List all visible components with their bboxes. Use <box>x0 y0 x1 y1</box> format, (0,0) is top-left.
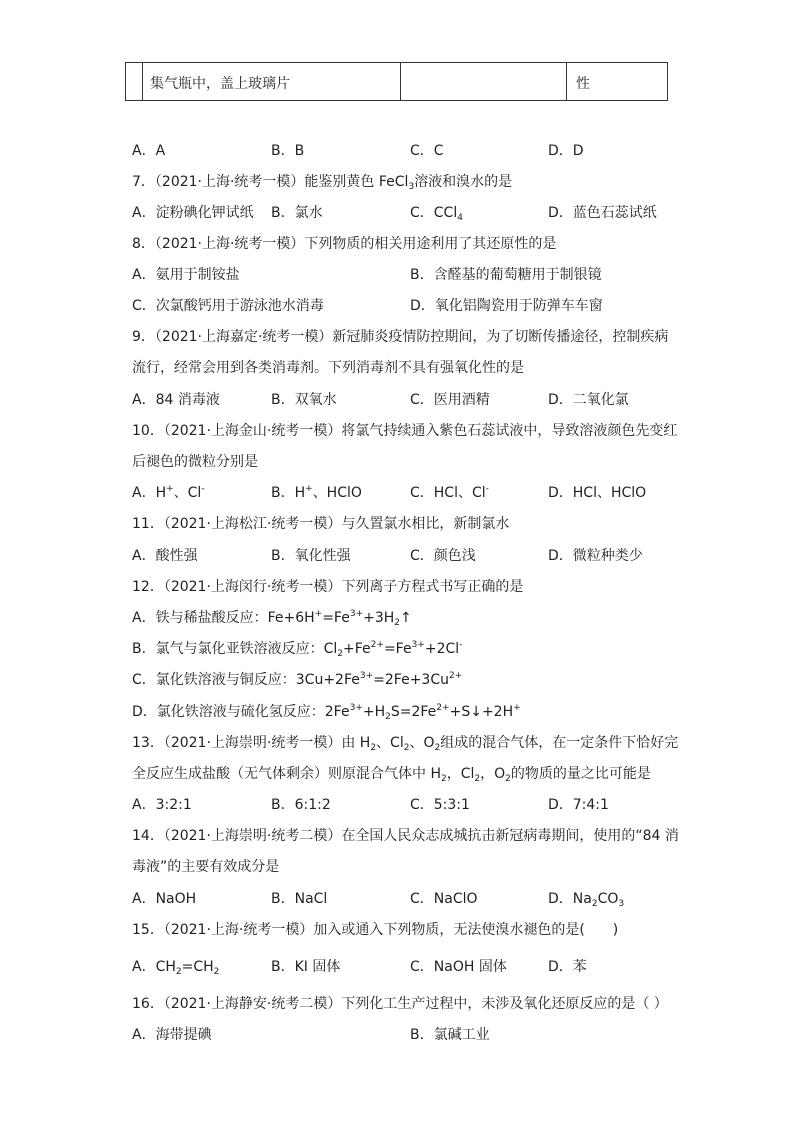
q14-option-d: D．$Na_2CO_3$ <box>548 891 625 909</box>
q8-stem: 8．（2021·上海·统考一模）下列物质的相关用途利用了其还原性的是 <box>132 236 557 252</box>
q15-option-c: C．NaOH 固体 <box>410 959 507 975</box>
table-divider <box>400 63 401 100</box>
q15-option-d: D．苯 <box>548 959 587 975</box>
q10-stem-line1: 10．（2021·上海金山·统考一模）将氯气持续通入紫色石蕊试液中，导致溶液颜色先变红 <box>132 423 678 439</box>
q11-option-a: A．酸性强 <box>132 548 198 564</box>
q14-option-a: A．NaOH <box>132 891 197 907</box>
q10-option-b: B．H+、HClO <box>271 484 362 501</box>
q11-option-d: D．微粒种类少 <box>548 548 643 564</box>
q7-option-a: A．淀粉碘化钾试纸 <box>132 205 254 221</box>
q7-option-b: B．氯水 <box>271 205 323 221</box>
q10-option-c: C．HCl、Cl- <box>410 484 489 501</box>
q15-stem: 15．（2021·上海·统考一模）加入或通入下列物质，无法使溴水褪色的是( ) <box>132 922 619 938</box>
q6-option-a: A．A <box>132 143 166 159</box>
q9-option-c: C．医用酒精 <box>410 392 490 408</box>
q13-stem-line1: 13．（2021·上海崇明·统考一模）由 $H_2$、$Cl_2$、$O_2$组成的混合气体，在一定条件下恰好完 <box>132 735 679 753</box>
q13-option-b: B．6:1:2 <box>271 797 331 813</box>
q12-option-b: B．氯气与氯化亚铁溶液反应：$Cl_2+Fe^{2+}=Fe^{3+}+2Cl^-$ <box>132 640 463 659</box>
q14-stem-line2: 毒液”的主要有效成分是 <box>132 859 280 875</box>
q15-option-b: B．KI 固体 <box>271 959 341 975</box>
table-divider <box>566 63 567 100</box>
q10-option-a: A．H+、Cl- <box>132 484 205 501</box>
q13-option-c: C．5:3:1 <box>410 797 470 813</box>
q9-option-d: D．二氧化氯 <box>548 392 629 408</box>
q15-option-a: A．$CH_2=CH_2$ <box>132 959 220 977</box>
q7-stem: 7．（2021·上海·统考一模）能鉴别黄色 FeCl$_3$溶液和溴水的是 <box>132 174 513 192</box>
q7-option-c: C．CCl$_4$ <box>410 205 463 223</box>
q14-stem-line1: 14．（2021·上海崇明·统考二模）在全国人民众志成城抗击新冠病毒期间，使用的“84 消 <box>132 828 679 844</box>
q9-option-a: A．84 消毒液 <box>132 392 220 408</box>
q8-option-c: C．次氯酸钙用于游泳池水消毒 <box>132 298 324 314</box>
q16-option-a: A．海带提碘 <box>132 1027 212 1043</box>
q13-option-a: A．3:2:1 <box>132 797 192 813</box>
q6-option-c: C．C <box>410 143 444 159</box>
q10-option-d: D．HCl、HClO <box>548 485 647 501</box>
q14-option-b: B．NaCl <box>271 891 328 907</box>
table-cell-conclusion: 性 <box>576 76 590 92</box>
q12-option-c: C．氯化铁溶液与铜反应：$3Cu+2Fe^{3+}=2Fe+3Cu^{2+}$ <box>132 671 463 688</box>
q16-option-b: B．氯碱工业 <box>410 1027 490 1043</box>
q6-option-d: D．D <box>548 143 584 159</box>
q9-stem-line1: 9．（2021·上海嘉定·统考一模）新冠肺炎疫情防控期间，为了切断传播途径，控制疾病 <box>132 329 669 345</box>
q9-stem-line2: 流行，经常会用到各类消毒剂。下列消毒剂不具有强氧化性的是 <box>132 360 524 376</box>
q8-option-d: D．氧化铝陶瓷用于防弹车车窗 <box>410 298 603 314</box>
q13-option-d: D．7:4:1 <box>548 797 609 813</box>
q11-stem: 11．（2021·上海松江·统考一模）与久置氯水相比，新制氯水 <box>132 516 510 532</box>
q16-stem: 16．（2021·上海静安·统考二模）下列化工生产过程中，未涉及氧化还原反应的是（ ） <box>132 996 668 1012</box>
q12-option-d: D．氯化铁溶液与硫化氢反应：$2Fe^{3+}+H_2S=2Fe^{2+}+S↓+2H^+$ <box>132 703 521 722</box>
q8-option-a: A．氨用于制铵盐 <box>132 267 240 283</box>
table-cell-operation: 集气瓶中，盖上玻璃片 <box>150 76 290 92</box>
q10-stem-line2: 后褪色的微粒分别是 <box>132 454 258 470</box>
q8-option-b: B．含醛基的葡萄糖用于制银镜 <box>410 267 602 283</box>
q14-option-c: C．NaClO <box>410 891 478 907</box>
q13-stem-line2: 全反应生成盐酸（无气体剩余）则原混合气体中 $H_2$，$Cl_2$，$O_2$的物质的量之比可能是 <box>132 766 651 784</box>
q11-option-b: B．氧化性强 <box>271 548 351 564</box>
q6-option-b: B．B <box>271 143 305 159</box>
q7-option-d: D．蓝色石蕊试纸 <box>548 205 657 221</box>
q12-option-a: A．铁与稀盐酸反应：$Fe+6H^+=Fe^{3+}+3H_2↑$ <box>132 609 412 628</box>
q9-option-b: B．双氧水 <box>271 392 337 408</box>
q12-stem: 12．（2021·上海闵行·统考一模）下列离子方程式书写正确的是 <box>132 579 524 595</box>
q11-option-c: C．颜色浅 <box>410 548 476 564</box>
table-divider <box>142 63 143 100</box>
answer-table-row <box>125 62 668 101</box>
